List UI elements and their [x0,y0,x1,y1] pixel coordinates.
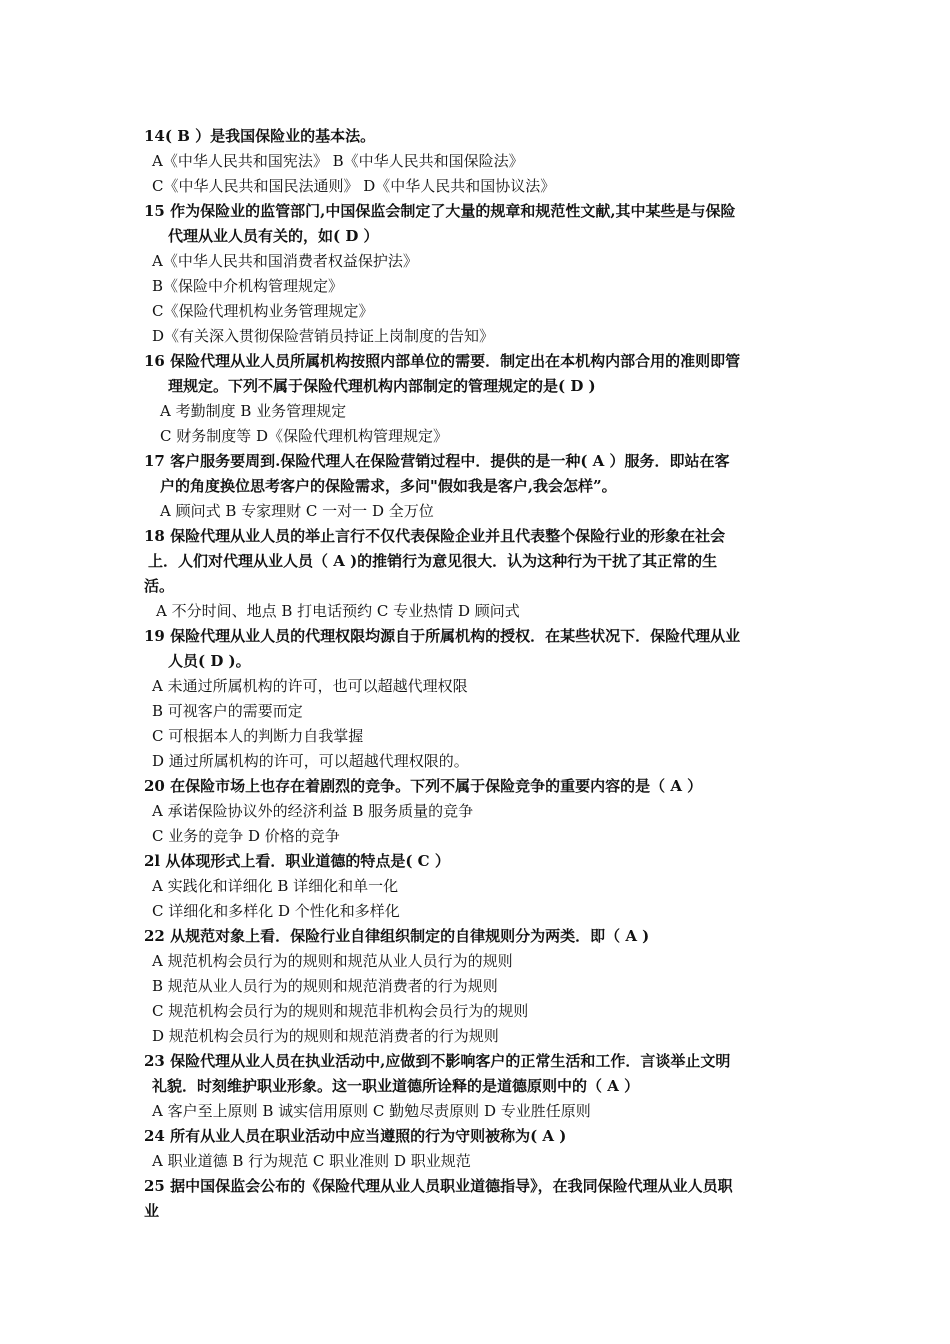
option-text: A 不分时间、地点 B 打电话预约 C 专业热情 D 顾问式 [156,602,520,620]
question-text: 23 保险代理从业人员在执业活动中,应做到不影响客户的正常生活和工作．言谈举止文明 [144,1052,731,1070]
question-text: 15 作为保险业的监管部门,中国保监会制定了大量的规章和规范性文献,其中某些是与保险 [144,202,736,220]
question-text: 17 客户服务要周到.保险代理人在保险营销过程中．提供的是一种( A ）服务．即站在客 [144,452,730,470]
option-text: D《有关深入贯彻保险营销员持证上岗制度的告知》 [152,327,495,345]
question-text: 代理从业人员有关的，如( D ） [168,227,379,245]
option-text: C《中华人民共和国民法通则》 D《中华人民共和国协议法》 [152,177,556,195]
question-text: 礼貌．时刻维护职业形象。这一职业道德所诠释的是道德原则中的（ A ） [152,1077,640,1095]
option-text: A 实践化和详细化 B 详细化和单一化 [152,877,399,895]
option-text: A 未通过所属机构的许可，也可以超越代理权限 [152,677,468,695]
question-text: 理规定。下列不属于保险代理机构内部制定的管理规定的是( D ) [168,377,596,395]
question-text: 业 [144,1202,160,1220]
option-text: C 详细化和多样化 D 个性化和多样化 [152,902,400,920]
question-text: 2l 从体现形式上看．职业道德的特点是( C ） [144,852,450,870]
question-text: 24 所有从业人员在职业活动中应当遵照的行为守则被称为( A ) [144,1127,567,1145]
option-text: B 可视客户的需要而定 [152,702,303,720]
option-text: D 规范机构会员行为的规则和规范消费者的行为规则 [152,1027,499,1045]
question-text: 活。 [144,577,175,595]
question-text: 14( B ）是我国保险业的基本法。 [144,127,376,145]
option-text: B 规范从业人员行为的规则和规范消费者的行为规则 [152,977,498,995]
option-text: A 职业道德 B 行为规范 C 职业准则 D 职业规范 [152,1152,471,1170]
option-text: A 考勤制度 B 业务管理规定 [160,402,347,420]
option-text: C 业务的竞争 D 价格的竞争 [152,827,340,845]
question-text: 20 在保险市场上也存在着剧烈的竞争。下列不属于保险竞争的重要内容的是（ A ） [144,777,703,795]
option-text: A 客户至上原则 B 诚实信用原则 C 勤勉尽责原则 D 专业胜任原则 [152,1102,591,1120]
option-text: D 通过所属机构的许可，可以超越代理权限的。 [152,752,469,770]
question-text: 22 从规范对象上看．保险行业自律组织制定的自律规则分为两类．即（ A ) [144,927,650,945]
question-text: 25 据中国保监会公布的《保险代理从业人员职业道德指导》，在我同保险代理从业人员职 [144,1177,733,1195]
question-text: 18 保险代理从业人员的举止言行不仅代表保险企业并且代表整个保险行业的形象在社会 [144,527,726,545]
option-text: C《保险代理机构业务管理规定》 [152,302,374,320]
option-text: A 顾问式 B 专家理财 C 一对一 D 全万位 [160,502,434,520]
question-text: 上．人们对代理从业人员（ A )的推销行为意见很大．认为这种行为干扰了其正常的生 [148,552,718,570]
option-text: A 承诺保险协议外的经济利益 B 服务质量的竞争 [152,802,474,820]
option-text: A《中华人民共和国消费者权益保护法》 [152,252,418,270]
question-text: 人员( D )。 [168,652,251,670]
question-text: 户的角度换位思考客户的保险需求，多问"假如我是客户,我会怎样”。 [160,477,617,495]
option-text: A 规范机构会员行为的规则和规范从业人员行为的规则 [152,952,513,970]
option-text: A《中华人民共和国宪法》 B《中华人民共和国保险法》 [152,152,524,170]
option-text: C 规范机构会员行为的规则和规范非机构会员行为的规则 [152,1002,529,1020]
option-text: C 可根据本人的判断力自我掌握 [152,727,364,745]
option-text: C 财务制度等 D《保险代理机构管理规定》 [160,427,449,445]
question-text: 16 保险代理从业人员所属机构按照内部单位的需要．制定出在本机构内部合用的准则即管 [144,352,741,370]
question-text: 19 保险代理从业人员的代理权限均源自于所属机构的授权．在某些状况下．保险代理从业 [144,627,741,645]
option-text: B《保险中介机构管理规定》 [152,277,344,295]
